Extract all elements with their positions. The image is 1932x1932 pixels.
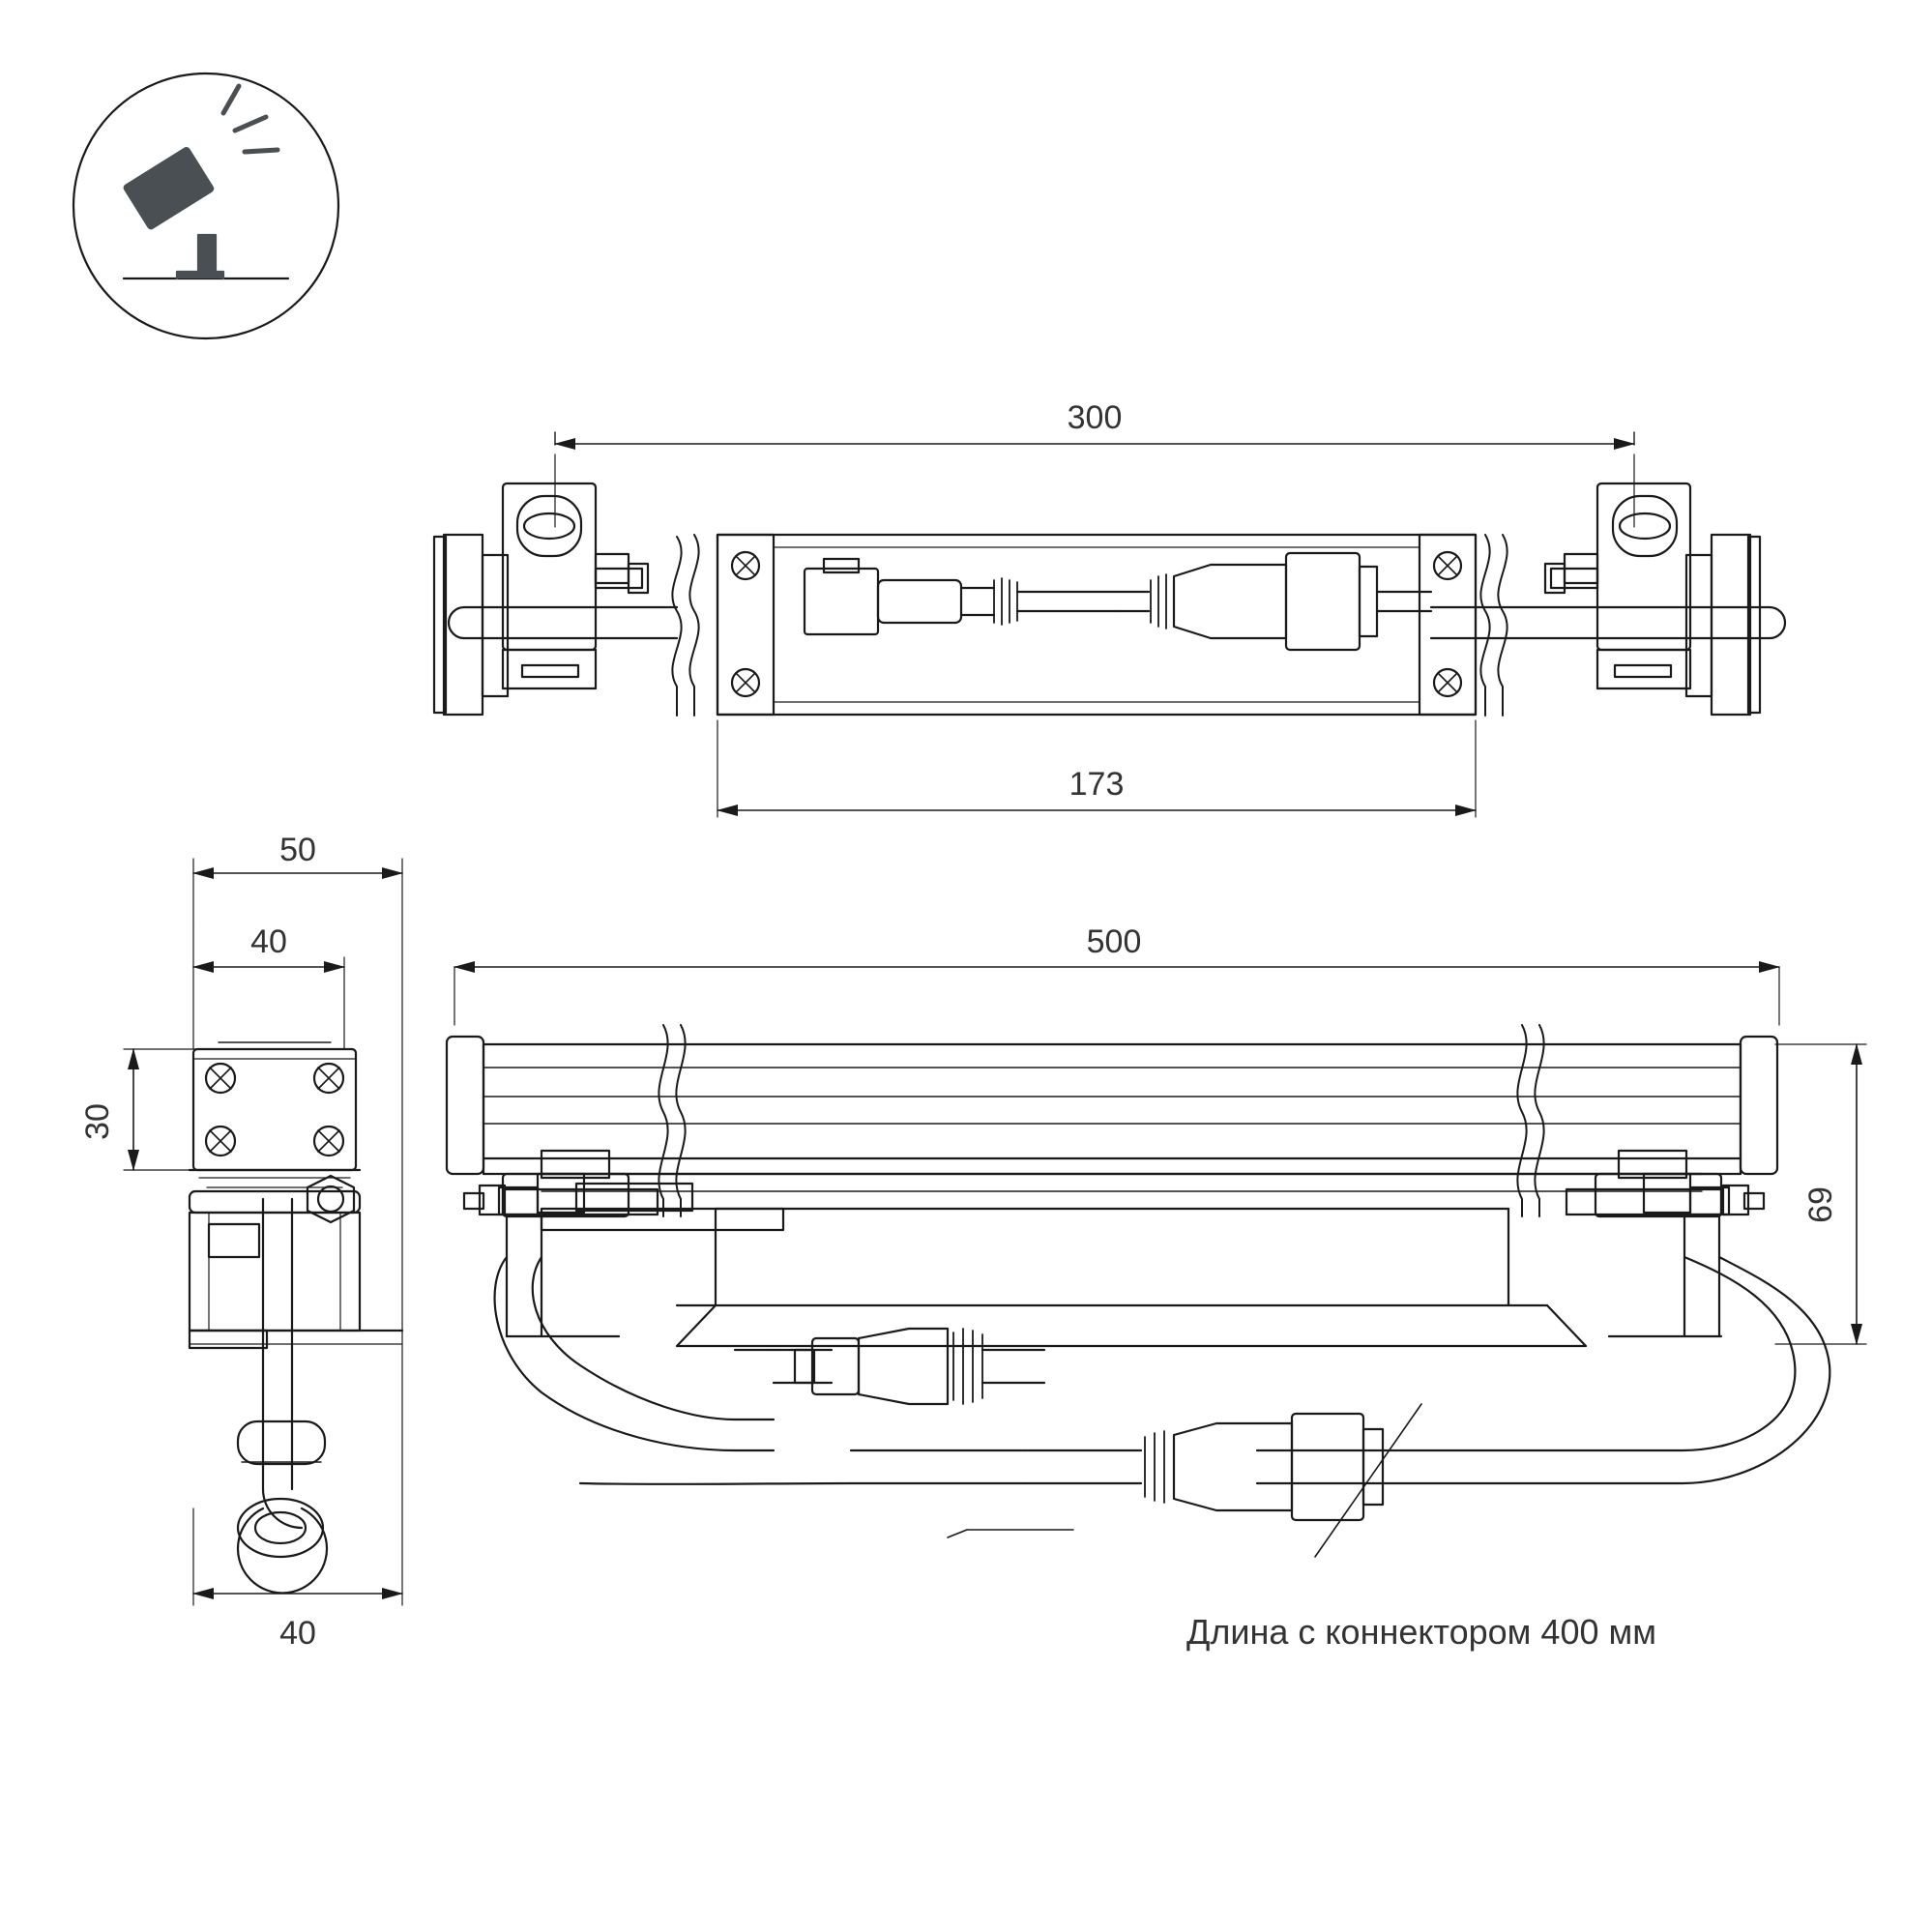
front-view-housing xyxy=(483,1044,1741,1346)
side-view-cable-loop xyxy=(238,1199,327,1593)
dimension-bracket-height xyxy=(124,1049,208,1170)
side-view-bracket xyxy=(193,1042,356,1170)
screw-head xyxy=(732,669,759,696)
break-mark xyxy=(1480,535,1507,716)
side-view xyxy=(124,859,402,1605)
screw-head xyxy=(1434,669,1461,696)
front-view-cable-right xyxy=(1257,1257,1830,1483)
dimension-overall-length-top xyxy=(555,432,1634,527)
front-view-right-bracket xyxy=(1566,1151,1764,1336)
front-view-connector-a xyxy=(735,1329,1044,1404)
screw-head xyxy=(314,1127,343,1156)
side-view-pivot xyxy=(190,1170,360,1222)
front-view xyxy=(447,967,1866,1557)
screw-head xyxy=(732,552,759,579)
top-view-body xyxy=(717,535,1476,715)
screw-head xyxy=(206,1064,235,1093)
front-view-left-endcap xyxy=(447,1037,483,1174)
annotation-leader xyxy=(948,1404,1421,1557)
break-mark xyxy=(1517,1025,1543,1216)
screw-head xyxy=(1434,552,1461,579)
top-view-cable-gland xyxy=(805,559,1122,634)
dimension-body-depth xyxy=(193,859,402,1354)
top-view-left-bracket xyxy=(434,483,648,715)
top-view-right-bracket xyxy=(1545,483,1760,715)
screw-head xyxy=(206,1127,235,1156)
top-view-connector xyxy=(1122,553,1431,650)
dimension-label-50: 50 xyxy=(279,832,316,868)
spotlight-on-ground-icon xyxy=(73,73,338,338)
cable-length-note: Длина с коннектором 400 мм xyxy=(1186,1612,1656,1652)
dimension-label-500: 500 xyxy=(1086,923,1142,960)
dimension-label-300: 300 xyxy=(1067,399,1123,436)
top-view xyxy=(434,432,1785,817)
front-view-cable-left xyxy=(495,1257,774,1450)
front-view-connector-b xyxy=(580,1414,1383,1520)
screw-head xyxy=(314,1064,343,1093)
dimension-label-40-top: 40 xyxy=(250,923,287,960)
dimension-base-width xyxy=(193,1354,402,1605)
dimension-label-30: 30 xyxy=(79,1103,116,1140)
side-view-base xyxy=(190,1213,402,1348)
front-view-right-endcap xyxy=(1741,1037,1777,1174)
front-view-left-bracket xyxy=(464,1151,783,1336)
break-mark xyxy=(672,535,698,716)
break-mark xyxy=(659,1025,685,1216)
dimension-label-173: 173 xyxy=(1068,766,1125,803)
dimension-label-69: 69 xyxy=(1802,1186,1839,1223)
dimension-overall-length-front xyxy=(454,967,1779,1025)
dimension-label-40-bottom: 40 xyxy=(279,1615,316,1652)
